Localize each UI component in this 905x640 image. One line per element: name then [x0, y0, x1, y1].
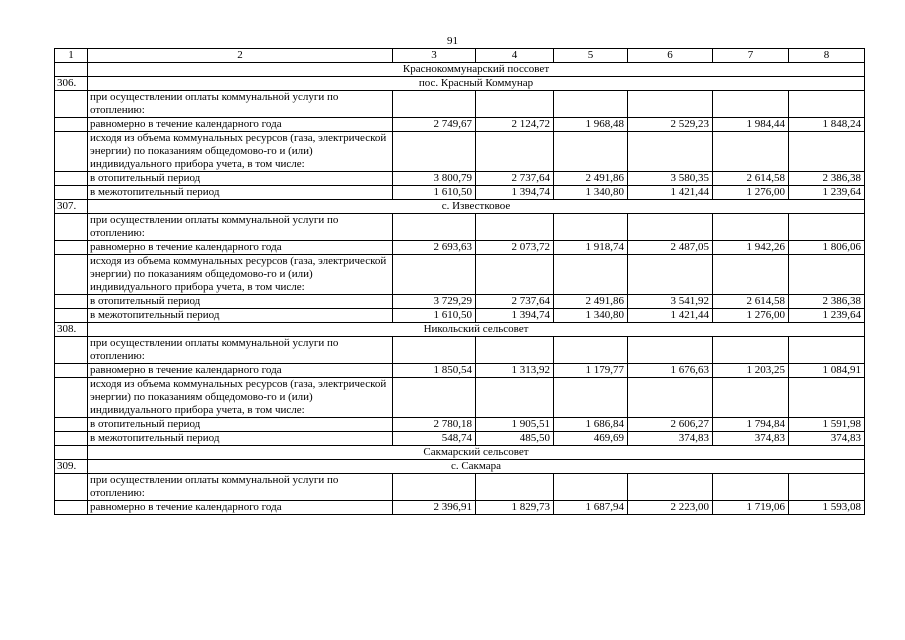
label-row [55, 132, 865, 172]
number-cell [55, 309, 88, 323]
value-cell: 374,83 [713, 432, 789, 446]
row-label: при осуществлении оплаты коммунальной услуги по отоплению: [88, 337, 393, 364]
number-cell [55, 241, 88, 255]
number-cell [55, 118, 88, 132]
empty-value-cell [393, 337, 476, 364]
empty-value-cell [476, 255, 554, 295]
place-name: Никольский сельсовет [88, 323, 865, 337]
empty-value-cell [393, 214, 476, 241]
number-cell [55, 255, 88, 295]
number-cell [55, 446, 88, 460]
number-cell [55, 295, 88, 309]
empty-value-cell [393, 91, 476, 118]
place-row [55, 323, 865, 337]
value-cell: 2 693,63 [393, 241, 476, 255]
value-cell: 469,69 [554, 432, 628, 446]
row-label: в межотопительный период [88, 432, 393, 446]
data-row [55, 241, 865, 255]
row-label: исходя из объема коммунальных ресурсов (газа, электрической энергии) по показаниям общедомово-го и (или) индивидуального прибора учета, в том числе: [88, 378, 393, 418]
row-label: в межотопительный период [88, 309, 393, 323]
tariff-table [54, 48, 865, 515]
data-row [55, 432, 865, 446]
number-cell [55, 364, 88, 378]
place-name: с. Сакмара [88, 460, 865, 474]
value-cell: 1 276,00 [713, 309, 789, 323]
data-row [55, 172, 865, 186]
number-cell [55, 172, 88, 186]
data-row [55, 501, 865, 515]
empty-value-cell [476, 378, 554, 418]
value-cell: 374,83 [628, 432, 713, 446]
empty-value-cell [554, 378, 628, 418]
row-label: исходя из объема коммунальных ресурсов (газа, электрической энергии) по показаниям общедомово-го и (или) индивидуального прибора учета, в том числе: [88, 132, 393, 172]
label-row [55, 378, 865, 418]
empty-value-cell [628, 378, 713, 418]
empty-value-cell [713, 132, 789, 172]
place-name: пос. Красный Коммунар [88, 77, 865, 91]
number-cell [55, 214, 88, 241]
label-row [55, 255, 865, 295]
empty-value-cell [789, 255, 865, 295]
value-cell: 1 794,84 [713, 418, 789, 432]
section-title-row [55, 63, 865, 77]
row-label: равномерно в течение календарного года [88, 118, 393, 132]
value-cell: 1 239,64 [789, 309, 865, 323]
number-cell [55, 501, 88, 515]
data-row [55, 364, 865, 378]
empty-value-cell [713, 378, 789, 418]
value-cell: 3 729,29 [393, 295, 476, 309]
value-cell: 1 719,06 [713, 501, 789, 515]
empty-value-cell [476, 474, 554, 501]
value-cell: 2 737,64 [476, 172, 554, 186]
value-cell: 1 421,44 [628, 309, 713, 323]
row-label: в отопительный период [88, 418, 393, 432]
value-cell: 485,50 [476, 432, 554, 446]
value-cell: 1 610,50 [393, 309, 476, 323]
value-cell: 1 942,26 [713, 241, 789, 255]
empty-value-cell [713, 337, 789, 364]
value-cell: 2 124,72 [476, 118, 554, 132]
value-cell: 1 806,06 [789, 241, 865, 255]
value-cell: 1 203,25 [713, 364, 789, 378]
value-cell: 1 687,94 [554, 501, 628, 515]
empty-value-cell [554, 255, 628, 295]
value-cell: 2 529,23 [628, 118, 713, 132]
empty-value-cell [476, 337, 554, 364]
value-cell: 1 850,54 [393, 364, 476, 378]
value-cell: 1 239,64 [789, 186, 865, 200]
empty-value-cell [476, 132, 554, 172]
empty-value-cell [789, 378, 865, 418]
row-label: равномерно в течение календарного года [88, 241, 393, 255]
empty-value-cell [628, 474, 713, 501]
row-label: в отопительный период [88, 295, 393, 309]
label-row [55, 474, 865, 501]
empty-value-cell [554, 337, 628, 364]
data-row [55, 118, 865, 132]
label-row [55, 91, 865, 118]
empty-value-cell [393, 378, 476, 418]
number-cell [55, 91, 88, 118]
row-label: равномерно в течение календарного года [88, 501, 393, 515]
number-cell [55, 186, 88, 200]
empty-value-cell [554, 474, 628, 501]
empty-value-cell [628, 214, 713, 241]
value-cell: 2 780,18 [393, 418, 476, 432]
row-label: исходя из объема коммунальных ресурсов (газа, электрической энергии) по показаниям общедомово-го и (или) индивидуального прибора учета, в том числе: [88, 255, 393, 295]
number-cell [55, 132, 88, 172]
empty-value-cell [789, 337, 865, 364]
value-cell: 2 749,67 [393, 118, 476, 132]
value-cell: 1 313,92 [476, 364, 554, 378]
value-cell: 1 829,73 [476, 501, 554, 515]
empty-value-cell [393, 132, 476, 172]
column-header-6: 6 [628, 49, 713, 63]
number-cell [55, 418, 88, 432]
value-cell: 1 984,44 [713, 118, 789, 132]
number-cell [55, 63, 88, 77]
empty-value-cell [628, 337, 713, 364]
empty-value-cell [476, 91, 554, 118]
header-row [55, 49, 865, 63]
value-cell: 2 491,86 [554, 172, 628, 186]
value-cell: 2 396,91 [393, 501, 476, 515]
value-cell: 2 386,38 [789, 172, 865, 186]
value-cell: 3 580,35 [628, 172, 713, 186]
page-number: 91 [447, 35, 458, 47]
value-cell: 1 084,91 [789, 364, 865, 378]
data-row [55, 418, 865, 432]
empty-value-cell [713, 474, 789, 501]
value-cell: 3 541,92 [628, 295, 713, 309]
empty-value-cell [393, 474, 476, 501]
value-cell: 1 918,74 [554, 241, 628, 255]
column-header-4: 4 [476, 49, 554, 63]
value-cell: 2 073,72 [476, 241, 554, 255]
number-cell [55, 337, 88, 364]
place-row [55, 77, 865, 91]
empty-value-cell [628, 132, 713, 172]
label-row [55, 337, 865, 364]
column-header-1: 1 [55, 49, 88, 63]
value-cell: 1 848,24 [789, 118, 865, 132]
value-cell: 1 676,63 [628, 364, 713, 378]
value-cell: 1 421,44 [628, 186, 713, 200]
empty-value-cell [713, 214, 789, 241]
value-cell: 1 610,50 [393, 186, 476, 200]
empty-value-cell [713, 255, 789, 295]
number-cell [55, 378, 88, 418]
place-row [55, 200, 865, 214]
empty-value-cell [789, 91, 865, 118]
data-row [55, 309, 865, 323]
row-number: 306. [55, 77, 88, 91]
column-header-3: 3 [393, 49, 476, 63]
empty-value-cell [789, 132, 865, 172]
section-title-row [55, 446, 865, 460]
value-cell: 2 737,64 [476, 295, 554, 309]
value-cell: 2 223,00 [628, 501, 713, 515]
empty-value-cell [789, 474, 865, 501]
place-name: с. Известковое [88, 200, 865, 214]
column-header-8: 8 [789, 49, 865, 63]
row-number: 307. [55, 200, 88, 214]
column-header-5: 5 [554, 49, 628, 63]
section-title: Сакмарский сельсовет [88, 446, 865, 460]
section-title: Краснокоммунарский поссовет [88, 63, 865, 77]
value-cell: 1 394,74 [476, 186, 554, 200]
value-cell: 2 487,05 [628, 241, 713, 255]
empty-value-cell [713, 91, 789, 118]
row-label: при осуществлении оплаты коммунальной услуги по отоплению: [88, 474, 393, 501]
empty-value-cell [476, 214, 554, 241]
row-label: в межотопительный период [88, 186, 393, 200]
value-cell: 548,74 [393, 432, 476, 446]
empty-value-cell [554, 214, 628, 241]
row-label: при осуществлении оплаты коммунальной услуги по отоплению: [88, 214, 393, 241]
value-cell: 2 386,38 [789, 295, 865, 309]
value-cell: 2 614,58 [713, 172, 789, 186]
data-row [55, 295, 865, 309]
empty-value-cell [554, 132, 628, 172]
label-row [55, 214, 865, 241]
value-cell: 1 593,08 [789, 501, 865, 515]
value-cell: 2 491,86 [554, 295, 628, 309]
value-cell: 3 800,79 [393, 172, 476, 186]
row-label: в отопительный период [88, 172, 393, 186]
place-row [55, 460, 865, 474]
value-cell: 1 686,84 [554, 418, 628, 432]
empty-value-cell [393, 255, 476, 295]
value-cell: 2 606,27 [628, 418, 713, 432]
value-cell: 1 905,51 [476, 418, 554, 432]
empty-value-cell [628, 91, 713, 118]
row-number: 309. [55, 460, 88, 474]
empty-value-cell [628, 255, 713, 295]
value-cell: 374,83 [789, 432, 865, 446]
value-cell: 1 591,98 [789, 418, 865, 432]
value-cell: 2 614,58 [713, 295, 789, 309]
number-cell [55, 432, 88, 446]
value-cell: 1 968,48 [554, 118, 628, 132]
value-cell: 1 340,80 [554, 309, 628, 323]
row-label: при осуществлении оплаты коммунальной услуги по отоплению: [88, 91, 393, 118]
value-cell: 1 340,80 [554, 186, 628, 200]
row-label: равномерно в течение календарного года [88, 364, 393, 378]
empty-value-cell [554, 91, 628, 118]
value-cell: 1 394,74 [476, 309, 554, 323]
column-header-7: 7 [713, 49, 789, 63]
number-cell [55, 474, 88, 501]
data-row [55, 186, 865, 200]
table-body [55, 49, 865, 515]
row-number: 308. [55, 323, 88, 337]
empty-value-cell [789, 214, 865, 241]
value-cell: 1 179,77 [554, 364, 628, 378]
column-header-2: 2 [88, 49, 393, 63]
value-cell: 1 276,00 [713, 186, 789, 200]
